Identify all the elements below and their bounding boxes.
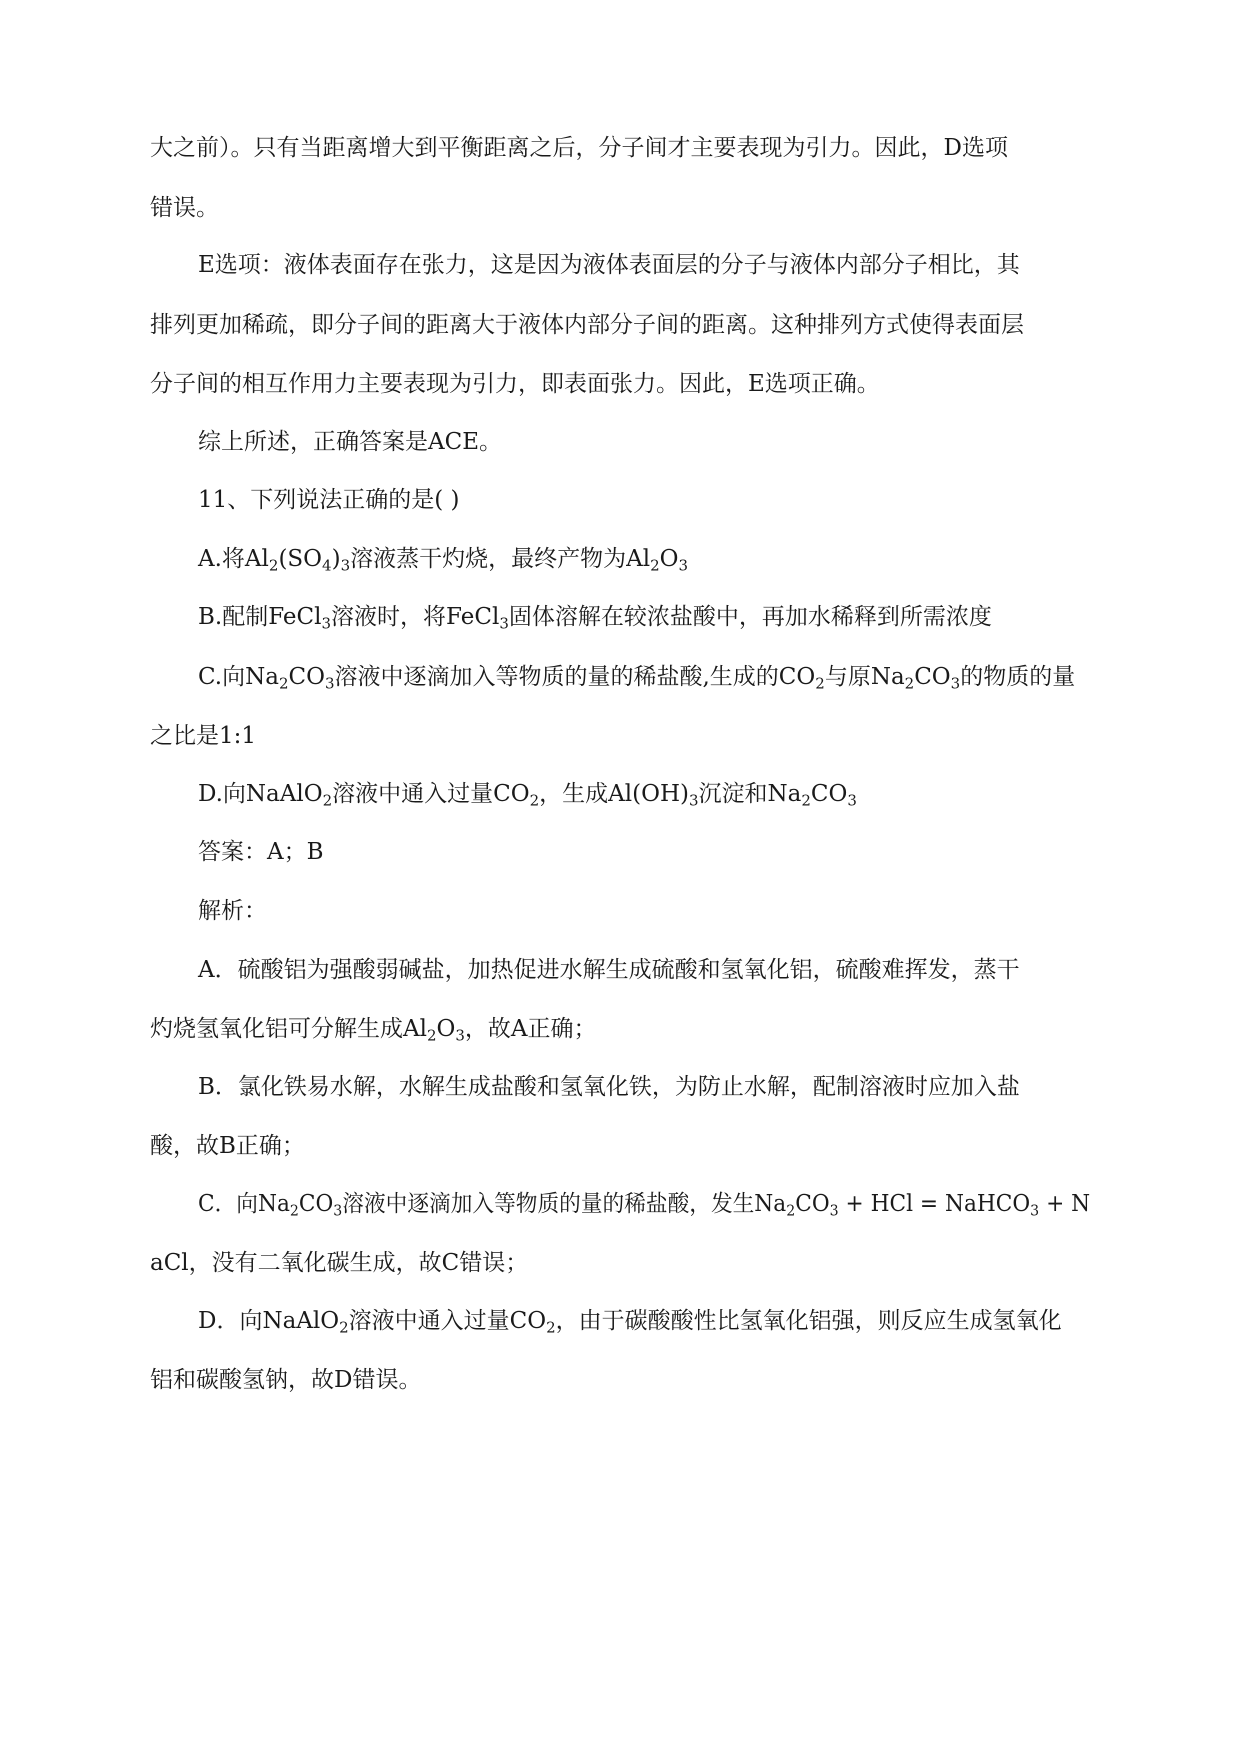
option-b: B.配制FeCl$_3$溶液时，将FeCl$_3$固体溶解在较浓盐酸中，再加水稀释到所需浓度: [198, 604, 992, 633]
analysis-a-line1: A．硫酸铝为强酸弱碱盐，加热促进水解生成硫酸和氢氧化铝，硫酸难挥发，蒸干: [198, 957, 1020, 983]
analysis-a-line2: 灼烧氢氧化铝可分解生成$Al_2O_3$，故A正确；: [150, 1016, 597, 1045]
option-c-line1: C.向$Na_2CO_3$溶液中逐滴加入等物质的量的稀盐酸,生成的$CO_2$与原$Na_2CO_3$的物质的量: [198, 664, 1076, 693]
analysis-b-line1: B．氯化铁易水解，水解生成盐酸和氢氧化铁，为防止水解，配制溶液时应加入盐: [198, 1074, 1020, 1100]
option-e-explanation-line1: E选项：液体表面存在张力，这是因为液体表面层的分子与液体内部分子相比，其: [198, 252, 1020, 278]
option-d: D.向NaAlO$_2$溶液中通入过量$CO_2$，生成$Al(OH)_3$沉淀和$Na_2CO_3$: [198, 781, 857, 810]
analysis-c-line1: C．向$Na_2CO_3$溶液中逐滴加入等物质的量的稀盐酸，发生$Na_2CO_3$ + HCl = NaHCO$_3$ + N: [198, 1191, 1091, 1220]
option-c-line2: 之比是1:1: [150, 723, 257, 749]
option-e-explanation-line2: 排列更加稀疏，即分子间的距离大于液体内部分子间的距离。这种排列方式使得表面层: [150, 312, 1024, 338]
question-stem: 11、下列说法正确的是( ): [198, 487, 460, 513]
option-a: A.将$Al_2(SO_4)_3$溶液蒸干灼烧，最终产物为$Al_2O_3$: [198, 546, 689, 575]
analysis-d-line1: D．向NaAlO$_2$溶液中通入过量$CO_2$，由于碳酸酸性比氢氧化铝强，则反应生成氢氧化: [198, 1308, 1062, 1337]
analysis-label: 解析：: [198, 898, 267, 924]
analysis-b-line2: 酸，故B正确；: [150, 1133, 305, 1159]
option-d-explanation-line2: 错误。: [150, 195, 219, 221]
summary-line: 综上所述，正确答案是ACE。: [198, 429, 502, 455]
analysis-c-line2: aCl，没有二氧化碳生成，故C错误；: [150, 1250, 529, 1276]
option-d-explanation-line1: 大之前）。只有当距离增大到平衡距离之后，分子间才主要表现为引力。因此，D选项: [150, 135, 1008, 161]
answer-line: 答案：A；B: [198, 839, 324, 865]
option-e-explanation-line3: 分子间的相互作用力主要表现为引力，即表面张力。因此，E选项正确。: [150, 371, 880, 397]
analysis-d-line2: 铝和碳酸氢钠，故D错误。: [150, 1367, 422, 1393]
